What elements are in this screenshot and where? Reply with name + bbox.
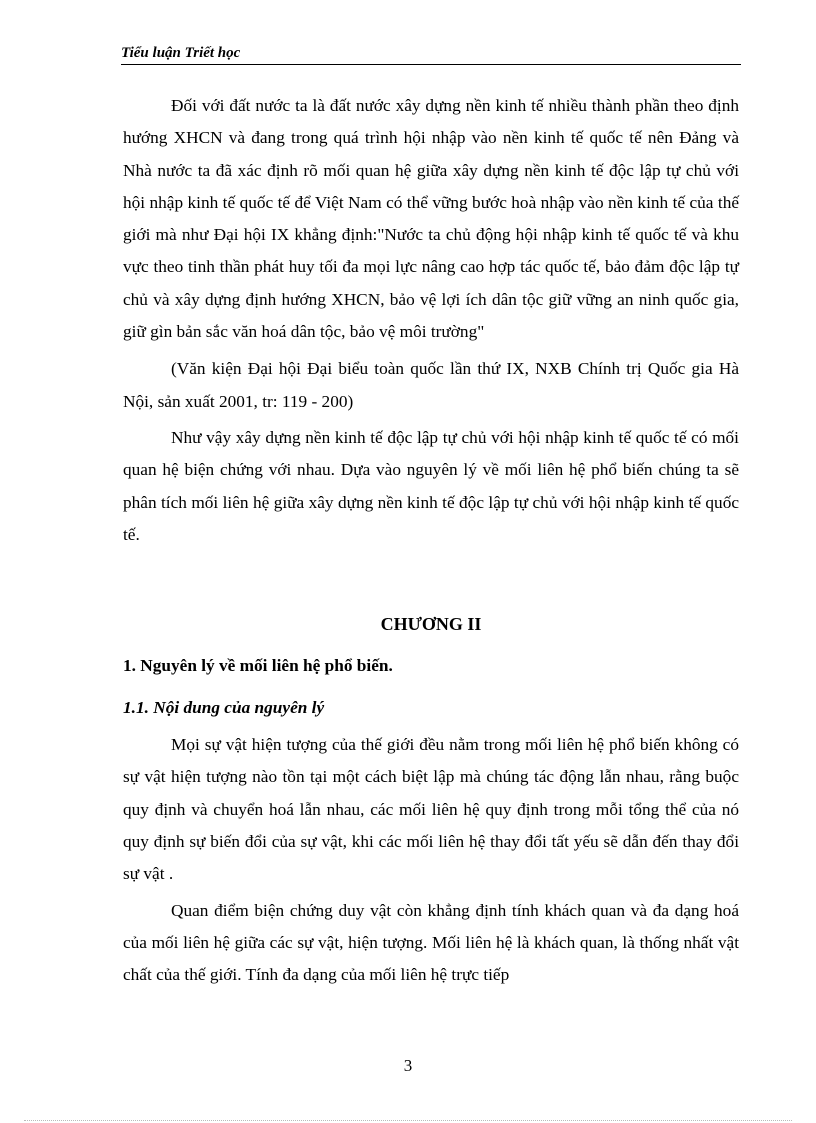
body-paragraph-1: Mọi sự vật hiện tượng của thế giới đều nằm trong mối liên hệ phổ biến không có sự vật hiện tượng nào tồn tại một cách biệt lập mà chúng tác động lẫn nhau, rằng buộc quy định và chuyển hoá lẫn nhau, các mối liên hệ quy định trong mỗi tổng thể của nó quy định sự biến đổi của sự vật, khi các mối liên hệ thay đổi tất yếu sẽ dẫn đến thay đổi sự vật . xyxy=(123,735,739,884)
chapter-heading: CHƯƠNG II xyxy=(380,614,482,635)
page-number: 3 xyxy=(403,1056,413,1075)
page-bottom-divider xyxy=(24,1120,792,1121)
subsection-heading: 1.1. Nội dung của nguyên lý xyxy=(123,698,325,718)
page-content xyxy=(123,90,739,992)
intro-paragraph-3: Như vậy xây dựng nền kinh tế độc lập tự chủ với hội nhập kinh tế quốc tế có mối quan hệ biện chứng với nhau. Dựa vào nguyên lý về mối liên hệ phổ biến chúng ta sẽ phân tích mối liên hệ giữa xây dựng nền kinh tế độc lập tự chủ với hội nhập kinh tế quốc tế. xyxy=(123,427,739,544)
section-heading: 1. Nguyên lý về mối liên hệ phổ biến. xyxy=(123,656,393,676)
intro-paragraph-1: Đối với đất nước ta là đất nước xây dựng nền kinh tế nhiều thành phần theo định hướng XHCN và đang trong quá trình hội nhập vào nền kinh tế quốc tế nên Đảng và Nhà nước ta đã xác định rõ mối quan hệ giữa xây dựng nền kinh tế độc lập tự chủ với hội nhập kinh tế quốc tế để Việt Nam có thể vững bước hoà nhập vào nền kinh tế của thế giới mà như Đại hội IX khẳng định:"Nước ta chủ động hội nhập kinh tế quốc tế và khu vực theo tinh thần phát huy tối đa mọi lực nâng cao hợp tác quốc tế, bảo đảm độc lập tự chủ và xây dựng định hướng XHCN, bảo vệ lợi ích dân tộc giữ vững an ninh quốc gia, giữ gìn bản sắc văn hoá dân tộc, bảo vệ môi trường" xyxy=(123,96,739,342)
citation-paragraph: (Văn kiện Đại hội Đại biểu toàn quốc lần thứ IX, NXB Chính trị Quốc gia Hà Nội, sản xuất 2001, tr: 119 - 200) xyxy=(123,359,739,411)
header-title: Tiểu luận Triết học xyxy=(121,45,241,61)
running-header xyxy=(121,45,741,65)
body-paragraph-2: Quan điểm biện chứng duy vật còn khẳng định tính khách quan và đa dạng hoá của mối liên hệ giữa các sự vật, hiện tượng. Mối liên hệ là khách quan, là thống nhất vật chất của thế giới. Tính đa dạng của mối liên hệ trực tiếp xyxy=(123,900,739,985)
